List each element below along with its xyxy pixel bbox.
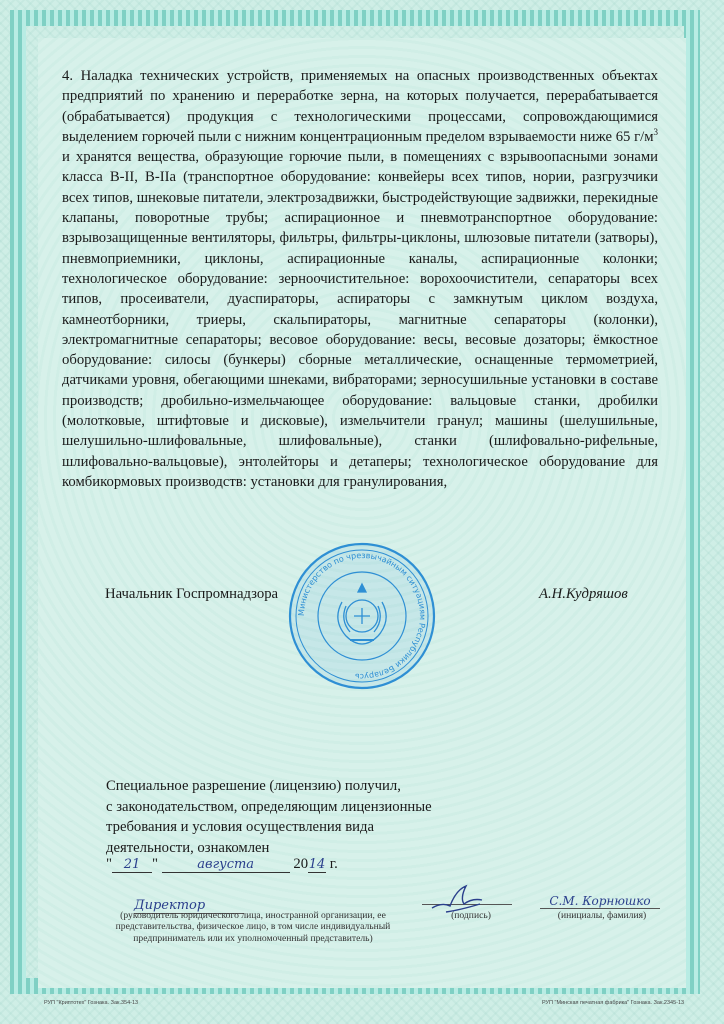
paragraph-part-2: и хранятся вещества, образующие горючие пыли, в помещениях с взрывоопасными зонами класса В-II, В-IIа (транспортное оборудование: конвейеры всех типов, нории, разгрузчики всех типов, шнековые питатели, электрозадвижки, быстродействующие задвижки, перекидные клапаны, поворотные трубы; аспирационное и пневмотранспортное оборудование: взрывозащищенные вентиляторы, фильтры, фильтры-циклоны, шлюзовые питатели (затворы), пневмоприемники, циклоны, аспирационные каналы, аспирационные колонки; технологическое оборудование: зерноочистительное: ворохоочистители, сепараторы всех типов, просеиватели, дуаспираторы, аспираторы с замкнутым циклом воздуха, камнеотборники, триеры, скальпираторы, магнитные сепараторы (колонки), электромагнитные сепараторы; весовое оборудование: весы, весовые дозаторы; ёмкостное оборудование: силосы (бункеры) сборные металлические, оснащенные термометрией, датчиками уровня, обегающими шнеками, вибраторами; зерносушильные установки в составе производств; дробильно-измельчающее оборудование: вальцовые станки, дробилки (молотковые, штифтовые и дисковые), измельчители гранул; машины (шелушильные, шелушильно-шлифовальные, шлифовальные), станки (шлифовально-рифельные, шлифовально-вальцовые), энтолейторы и детаперы; технологическое оборудование для комбикормовых производств: установки для гранулирования, xyxy=(62,149,658,490)
name-caption: (инициалы, фамилия) xyxy=(557,910,647,921)
date-month: августа xyxy=(162,857,290,873)
acknowledgement-date: " 21 " августа 2014 г. xyxy=(106,856,338,872)
license-line-1: Специальное разрешение (лицензию) получил, xyxy=(106,778,401,794)
paragraph-part-1: 4. Наладка технических устройств, применяемых на опасных производственных объектах предприятий по хранению и переработке зерна, на которых получается, перерабатывается (обрабатывается) продукция с технологическими процессами, сопровождающимися выделением горючей пыли с нижним концентрационным пределом взрываемости ниже 65 г/м xyxy=(62,68,658,145)
license-acknowledgement xyxy=(106,776,526,858)
license-line-3: требования и условия осуществления вида xyxy=(106,819,375,836)
unit-superscript: 3 xyxy=(653,127,658,137)
official-stamp xyxy=(286,540,438,692)
licensee-role: Директор xyxy=(134,898,244,914)
licensee-name: С.М. Корнюшко xyxy=(540,894,660,909)
license-activity-paragraph xyxy=(62,66,658,492)
license-line-2: с законодательством, определяющим лицензионные xyxy=(106,798,432,815)
stamp-ring-textpath: Министерство по чрезвычайным ситуациям Республики Беларусь xyxy=(296,550,428,682)
signatory-title: Начальник Госпромнадзора xyxy=(105,586,279,602)
signature-caption: (подпись) xyxy=(451,910,491,921)
signatory-name: А.Н.Кудряшов xyxy=(539,586,628,602)
licensee-signature-block xyxy=(100,894,660,964)
license-line-4: деятельности, ознакомлен xyxy=(106,839,270,856)
role-caption: (руководитель юридического лица, иностранной организации, ее представительства, физическое лицо, в том числе индивидуальный предприниматель или их уполномоченный представитель) xyxy=(115,910,391,944)
date-year-suffix: 14 xyxy=(308,857,326,872)
date-year-prefix: 20 xyxy=(293,856,309,872)
date-year-unit: г. xyxy=(329,856,338,872)
printer-imprint-left: РУП "Криптотех" Гознака. Зак.354-13 xyxy=(44,1000,139,1006)
printer-imprint-right: РУП "Минская печатная фабрика" Гознака. Зак.2345-13 xyxy=(542,1000,685,1006)
date-day: 21 xyxy=(112,857,152,873)
